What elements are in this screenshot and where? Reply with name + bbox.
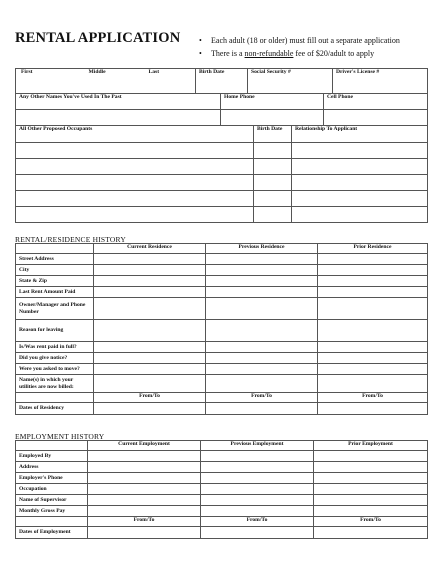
rental-field[interactable] — [94, 298, 206, 320]
rental-field[interactable] — [206, 287, 318, 298]
employment-field[interactable] — [88, 506, 201, 517]
rental-field[interactable] — [318, 375, 428, 393]
rental-field[interactable] — [318, 254, 428, 265]
employment-field[interactable] — [314, 495, 428, 506]
rental-field[interactable] — [318, 320, 428, 342]
rental-field[interactable] — [318, 342, 428, 353]
occupant-birth-field[interactable] — [254, 191, 292, 207]
row-label-occupation: Occupation — [16, 484, 88, 495]
occupant-birth-field[interactable] — [254, 207, 292, 223]
employment-field[interactable] — [314, 473, 428, 484]
occupant-relationship-field[interactable] — [292, 191, 428, 207]
instructions-list — [197, 35, 400, 60]
occupants-table — [15, 125, 428, 223]
first-label: First — [21, 69, 33, 75]
other-names-label: Any Other Names You've Used In The Past — [16, 94, 221, 110]
occupant-name-field[interactable] — [16, 191, 254, 207]
rental-field[interactable] — [206, 375, 318, 393]
employment-fromto-current: From/To — [88, 517, 201, 527]
birth-date-label[interactable]: Birth Date — [196, 69, 248, 94]
row-label-rent-paid: Is/Was rent paid in full? — [16, 342, 94, 353]
row-label-gross-pay: Monthly Gross Pay — [16, 506, 88, 517]
fee-suffix: fee of $20/adult to apply — [293, 48, 375, 58]
row-label-dates-employment: Dates of Employment — [16, 527, 88, 539]
employment-col-prior: Prior Employment — [314, 441, 428, 451]
rental-field[interactable] — [94, 287, 206, 298]
employment-col-current: Current Employment — [88, 441, 201, 451]
employment-field[interactable] — [201, 484, 314, 495]
rental-field[interactable] — [94, 265, 206, 276]
employment-corner — [16, 441, 88, 451]
employment-field[interactable] — [88, 495, 201, 506]
row-label-utilities: Name(s) in which your utilities are now billed: — [16, 375, 94, 393]
occupant-birth-field[interactable] — [254, 143, 292, 159]
rental-field[interactable] — [206, 342, 318, 353]
middle-label: Middle — [88, 69, 106, 75]
home-phone-label: Home Phone — [221, 94, 324, 110]
employment-field[interactable] — [201, 506, 314, 517]
rental-field[interactable] — [206, 298, 318, 320]
license-label[interactable]: Driver's License # — [333, 69, 428, 94]
form-title: RENTAL APPLICATION — [15, 30, 181, 46]
occupant-name-field[interactable] — [16, 159, 254, 175]
other-names-field[interactable] — [16, 110, 221, 126]
row-label-city: City — [16, 265, 94, 276]
rental-fromto-prior: From/To — [318, 393, 428, 403]
occupant-birth-field[interactable] — [254, 159, 292, 175]
last-label: Last — [148, 69, 160, 75]
rental-fromto-current: From/To — [94, 393, 206, 403]
row-label-employer-phone: Employer's Phone — [16, 473, 88, 484]
employment-field[interactable] — [201, 462, 314, 473]
employment-field[interactable] — [88, 484, 201, 495]
occupant-birth-field[interactable] — [254, 175, 292, 191]
occupant-relationship-field[interactable] — [292, 159, 428, 175]
cell-phone-field[interactable] — [324, 110, 428, 126]
occupant-relationship-field[interactable] — [292, 175, 428, 191]
fee-nonrefundable: non-refundable — [244, 48, 294, 58]
occupant-relationship-field[interactable] — [292, 143, 428, 159]
rental-history-table — [15, 243, 428, 415]
applicant-info-table — [15, 68, 428, 94]
row-label-address: Address — [16, 462, 88, 473]
rental-field[interactable] — [318, 403, 428, 415]
rental-field[interactable] — [94, 403, 206, 415]
employment-field[interactable] — [201, 527, 314, 539]
rental-field[interactable] — [94, 375, 206, 393]
contact-table — [15, 93, 428, 126]
row-label-street: Street Address — [16, 254, 94, 265]
rental-field[interactable] — [94, 276, 206, 287]
employment-field[interactable] — [201, 451, 314, 462]
fee-prefix: There is a — [211, 48, 245, 58]
occupants-birth-date-header: Birth Date — [254, 126, 292, 143]
occupant-relationship-field[interactable] — [292, 207, 428, 223]
occupants-header: All Other Proposed Occupants — [16, 126, 254, 143]
rental-field[interactable] — [94, 254, 206, 265]
rental-field[interactable] — [318, 287, 428, 298]
employment-history-table — [15, 440, 428, 539]
employment-fromto-previous: From/To — [201, 517, 314, 527]
name-cell[interactable] — [16, 69, 196, 94]
rental-col-current: Current Residence — [94, 244, 206, 254]
employment-field[interactable] — [314, 462, 428, 473]
rental-field[interactable] — [318, 265, 428, 276]
rental-fromto-corner — [16, 393, 94, 403]
employment-col-previous: Previous Employment — [201, 441, 314, 451]
instruction-fee — [197, 48, 400, 61]
employment-field[interactable] — [314, 527, 428, 539]
row-label-supervisor: Name of Supervisor — [16, 495, 88, 506]
employment-field[interactable] — [201, 473, 314, 484]
rental-field[interactable] — [94, 364, 206, 375]
rental-col-prior: Prior Residence — [318, 244, 428, 254]
row-label-notice: Did you give notice? — [16, 353, 94, 364]
row-label-reason-leaving: Reason for leaving — [16, 320, 94, 342]
occupants-relationship-header: Relationship To Applicant — [292, 126, 428, 143]
rental-field[interactable] — [206, 403, 318, 415]
occupant-name-field[interactable] — [16, 143, 254, 159]
employment-fromto-prior: From/To — [314, 517, 428, 527]
row-label-owner-manager: Owner/Manager and Phone Number — [16, 298, 94, 320]
occupant-name-field[interactable] — [16, 175, 254, 191]
rental-field[interactable] — [94, 342, 206, 353]
employment-history-heading: EMPLOYMENT HISTORY — [15, 432, 105, 441]
home-phone-field[interactable] — [221, 110, 324, 126]
rental-field[interactable] — [318, 364, 428, 375]
ssn-label[interactable]: Social Security # — [248, 69, 333, 94]
rental-field[interactable] — [318, 276, 428, 287]
employment-field[interactable] — [314, 506, 428, 517]
rental-field[interactable] — [318, 353, 428, 364]
rental-fromto-previous: From/To — [206, 393, 318, 403]
employment-field[interactable] — [314, 451, 428, 462]
rental-field[interactable] — [206, 353, 318, 364]
rental-field[interactable] — [206, 320, 318, 342]
rental-field[interactable] — [318, 298, 428, 320]
row-label-dates-residency: Dates of Residency — [16, 403, 94, 415]
rental-col-previous: Previous Residence — [206, 244, 318, 254]
rental-field[interactable] — [206, 364, 318, 375]
rental-field[interactable] — [206, 254, 318, 265]
row-label-employed-by: Employed By — [16, 451, 88, 462]
occupant-name-field[interactable] — [16, 207, 254, 223]
rental-field[interactable] — [94, 320, 206, 342]
employment-field[interactable] — [88, 462, 201, 473]
employment-fromto-corner — [16, 517, 88, 527]
row-label-state-zip: State & Zip — [16, 276, 94, 287]
rental-field[interactable] — [206, 276, 318, 287]
employment-field[interactable] — [201, 495, 314, 506]
rental-field[interactable] — [206, 265, 318, 276]
cell-phone-label: Cell Phone — [324, 94, 428, 110]
row-label-asked-move: Were you asked to move? — [16, 364, 94, 375]
row-label-last-rent: Last Rent Amount Paid — [16, 287, 94, 298]
employment-field[interactable] — [88, 473, 201, 484]
rental-field[interactable] — [94, 353, 206, 364]
employment-field[interactable] — [88, 451, 201, 462]
rental-history-heading: RENTAL/RESIDENCE HISTORY — [15, 235, 126, 244]
instruction-adult: • Each adult (18 or older) must fill out a separate application — [197, 35, 400, 48]
employment-field[interactable] — [88, 527, 201, 539]
rental-corner — [16, 244, 94, 254]
employment-field[interactable] — [314, 484, 428, 495]
